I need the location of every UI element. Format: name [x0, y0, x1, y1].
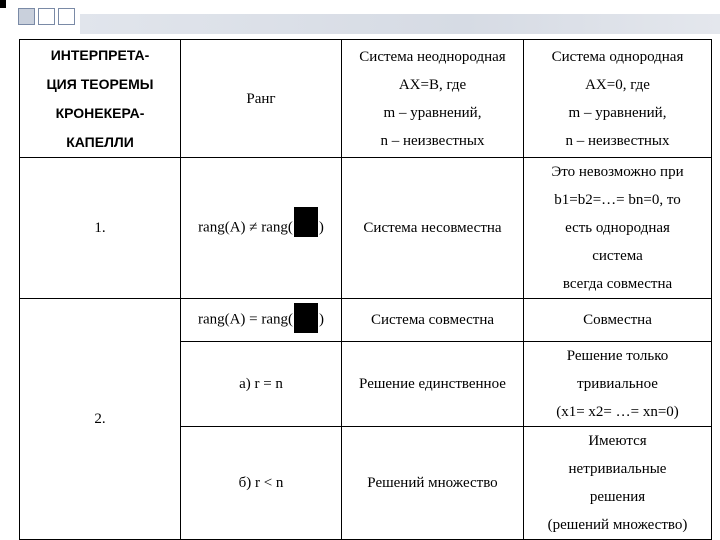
- row1-system: Система несовместна: [342, 158, 524, 299]
- row1-number: 1.: [20, 158, 181, 299]
- slide-decoration: [0, 0, 720, 38]
- header-homogeneous: Система однородная AX=0, где m – уравнений, n – неизвестных: [524, 40, 712, 158]
- redaction-box: [294, 207, 318, 237]
- deco-square-2: [38, 8, 55, 25]
- redaction-box: [294, 303, 318, 333]
- row2-system: Система совместна: [342, 299, 524, 342]
- row3a-system: Решение единственное: [342, 342, 524, 427]
- row3b-homogeneous: Имеются нетривиальные решения (решений множество): [524, 427, 712, 540]
- row1-rank: rang(A) ≠ rang( ): [181, 158, 342, 299]
- row-compatible: [20, 299, 712, 342]
- corner-mark: [0, 0, 6, 8]
- deco-square-3: [58, 8, 75, 25]
- row3a-homogeneous: Решение только тривиальное (x1= x2= …= xn=0): [524, 342, 712, 427]
- header-nonhomogeneous: Система неоднородная AX=B, где m – уравнений, n – неизвестных: [342, 40, 524, 158]
- row3b-system: Решений множество: [342, 427, 524, 540]
- row-incompatible: [20, 158, 712, 299]
- row3a-rank: а) r = n: [181, 342, 342, 427]
- row2-rank: rang(A) = rang( ): [181, 299, 342, 342]
- row2-number: 2.: [20, 299, 181, 540]
- header-band: [80, 14, 720, 34]
- header-row: [20, 40, 712, 158]
- header-rank: Ранг: [181, 40, 342, 158]
- row1-homogeneous: Это невозможно при b1=b2=…= bn=0, то есть однородная система всегда совместна: [524, 158, 712, 299]
- header-interpretation: ИНТЕРПРЕТА- ЦИЯ ТЕОРЕМЫ КРОНЕКЕРА- КАПЕЛЛИ: [20, 40, 181, 158]
- row2-homogeneous: Совместна: [524, 299, 712, 342]
- kronecker-capelli-table: [19, 39, 712, 540]
- deco-square-1: [18, 8, 35, 25]
- row3b-rank: б) r < n: [181, 427, 342, 540]
